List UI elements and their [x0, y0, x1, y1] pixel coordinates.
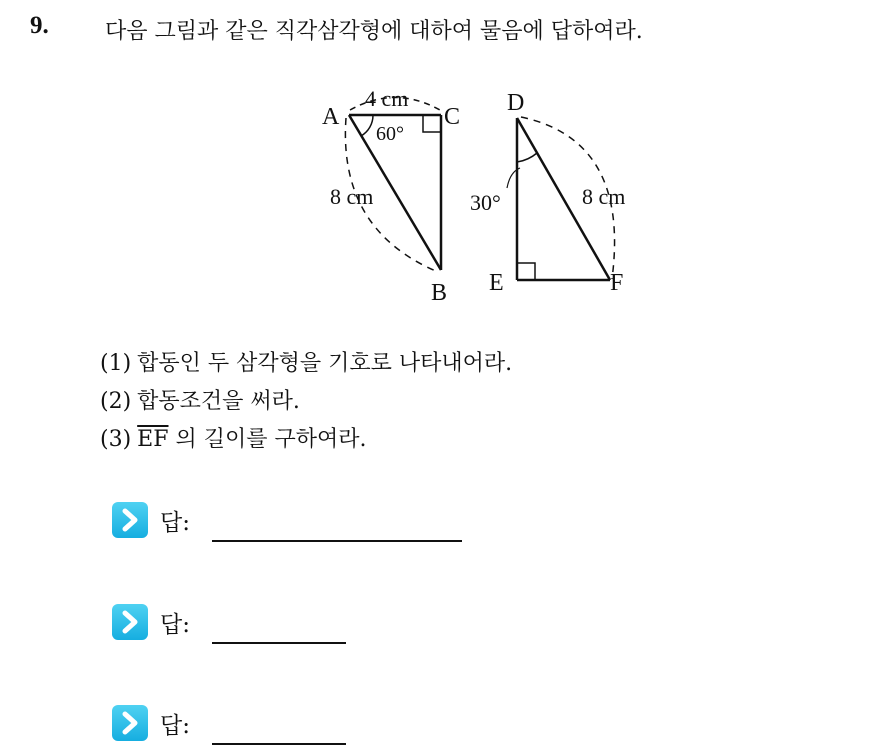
subquestion-number: (3): [100, 427, 132, 452]
side-ac-label: 4 cm: [365, 86, 409, 111]
answer-row-2: [112, 604, 372, 644]
vertex-a: A: [322, 104, 340, 130]
answer-label: 답:: [160, 510, 190, 536]
answer-label: 답:: [160, 713, 190, 739]
subquestion-number: (2): [100, 389, 132, 414]
subquestion-3: [100, 422, 367, 453]
subquestion-text: 의 길이를 구하여라.: [175, 427, 367, 452]
vertex-d: D: [507, 90, 525, 116]
vertex-c: C: [444, 104, 461, 130]
side-ab-label: 8 cm: [330, 184, 374, 209]
subquestion-1: [100, 346, 512, 377]
triangle-figure: [0, 0, 884, 320]
answer-row-3: [112, 705, 372, 745]
vertex-e: E: [489, 270, 504, 296]
angle-a-label: 60°: [376, 123, 404, 145]
question-prompt: 다음 그림과 같은 직각삼각형에 대하여 물음에 답하여라.: [105, 19, 643, 44]
vertex-f: F: [610, 270, 624, 296]
subquestion-text: 합동인 두 삼각형을 기호로 나타내어라.: [137, 351, 513, 376]
subquestion-number: (1): [100, 351, 132, 376]
question-number: 9.: [30, 12, 49, 39]
answer-label: 답:: [160, 612, 190, 638]
subquestion-2: [100, 384, 300, 415]
vertex-b: B: [431, 280, 448, 306]
answer-blank-3[interactable]: [212, 743, 346, 745]
chevron-right-icon: [112, 604, 148, 640]
chevron-right-icon: [112, 705, 148, 741]
answer-blank-1[interactable]: [212, 540, 462, 542]
segment-ef: $\overline{EF}$: [137, 427, 169, 452]
chevron-right-icon: [112, 502, 148, 538]
subquestion-text: 합동조건을 써라.: [137, 389, 300, 414]
answer-blank-2[interactable]: [212, 642, 346, 644]
answer-row-1: [112, 502, 472, 542]
side-df-label: 8 cm: [582, 184, 626, 209]
angle-d-label: 30°: [470, 190, 501, 215]
